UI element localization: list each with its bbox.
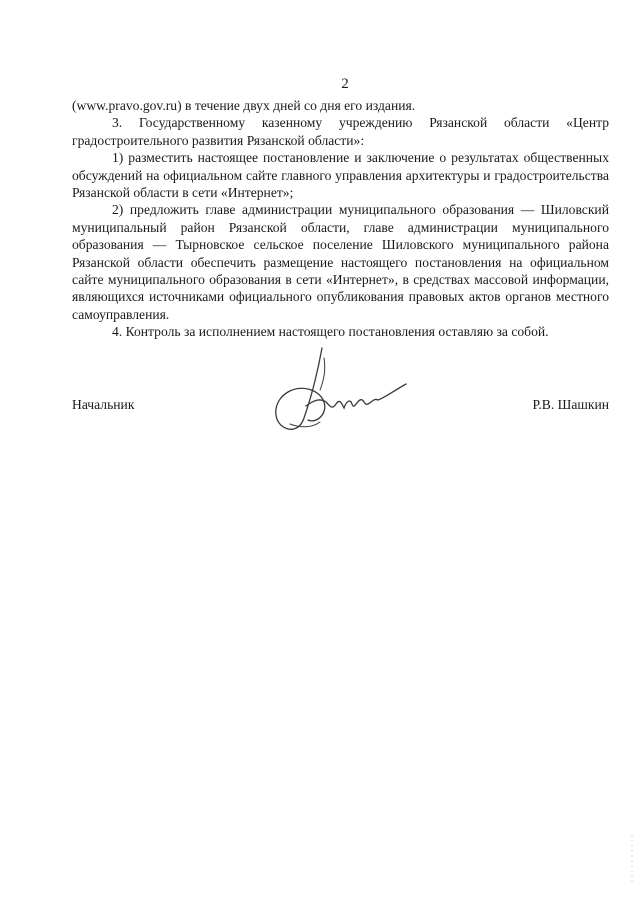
page-number: 2	[341, 76, 349, 92]
paragraph-subitem-2: 2) предложить главе администрации муниципального образования — Шиловский муниципальный район Рязанской области, главе администрации муниципального образования — Тырновское сельское поселение Шиловского муниципального района Рязанской области обеспечить размещение настоящего постановления на официальном сайте муниципального образования в сети «Интернет», в средствах массовой информации, являющихся источниками официального опубликования правовых актов органов местного самоуправления.	[72, 202, 609, 322]
paragraph-item-4: 4. Контроль за исполнением настоящего постановления оставляю за собой.	[112, 324, 549, 340]
scan-margin-mark	[628, 835, 636, 885]
paragraph-continuation: (www.pravo.gov.ru) в течение двух дней со дня его издания.	[72, 98, 416, 113]
paragraph-item-3: 3. Государственному казенному учреждению Рязанской области «Центр градостроительного развития Рязанской области»:	[72, 115, 609, 148]
signatory-name: Р.В. Шашкин	[532, 397, 609, 412]
document-body	[72, 97, 609, 341]
signatory-title: Начальник	[72, 397, 135, 412]
paragraph-subitem-1: 1) разместить настоящее постановление и заключение о результатах общественных обсуждений на официальном сайте главного управления архитектуры и градостроительства Рязанской области в сети «Интернет»;	[72, 150, 609, 201]
signature-block	[72, 397, 609, 427]
